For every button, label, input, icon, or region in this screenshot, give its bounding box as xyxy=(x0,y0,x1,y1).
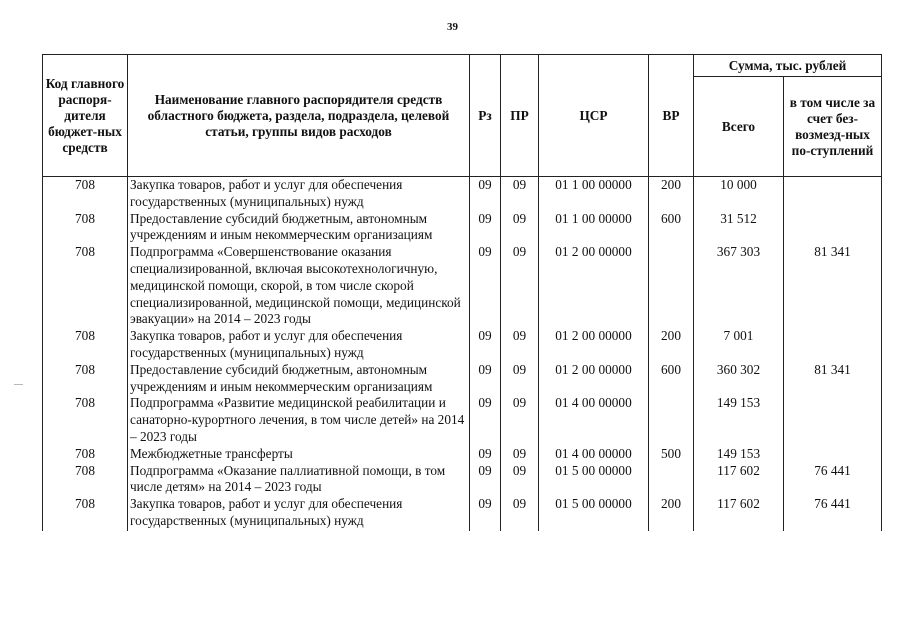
cell-rz: 09 xyxy=(470,496,501,531)
cell-incl: 81 341 xyxy=(784,362,882,396)
cell-rz: 09 xyxy=(470,446,501,463)
cell-total: 10 000 xyxy=(694,177,784,211)
cell-name: Закупка товаров, работ и услуг для обеспечения государственных (муниципальных) нужд xyxy=(128,496,470,531)
cell-incl: 76 441 xyxy=(784,496,882,531)
header-total: Всего xyxy=(694,77,784,177)
cell-vr: 500 xyxy=(649,446,694,463)
cell-name: Предоставление субсидий бюджетным, автономным учреждениям и иным некоммерческим организациям xyxy=(128,211,470,245)
cell-name: Подпрограмма «Совершенствование оказания специализированной, включая высокотехнологичную, медицинской помощи, скорой, в том числе скорой специализированной, медицинской помощи, медицинской эвакуации» на 2014 – 2023 годы xyxy=(128,244,470,328)
cell-rz: 09 xyxy=(470,395,501,445)
cell-vr: 200 xyxy=(649,328,694,362)
budget-table xyxy=(42,54,882,531)
cell-code: 708 xyxy=(43,496,128,531)
cell-pr: 09 xyxy=(501,211,539,245)
cell-rz: 09 xyxy=(470,211,501,245)
cell-code: 708 xyxy=(43,328,128,362)
cell-vr: 600 xyxy=(649,362,694,396)
cell-pr: 09 xyxy=(501,328,539,362)
cell-pr: 09 xyxy=(501,496,539,531)
cell-total: 117 602 xyxy=(694,463,784,497)
cell-rz: 09 xyxy=(470,177,501,211)
cell-name: Закупка товаров, работ и услуг для обеспечения государственных (муниципальных) нужд xyxy=(128,177,470,211)
cell-vr: 200 xyxy=(649,177,694,211)
cell-incl xyxy=(784,328,882,362)
table-row xyxy=(43,328,882,362)
cell-csr: 01 1 00 00000 xyxy=(539,211,649,245)
cell-pr: 09 xyxy=(501,362,539,396)
cell-total: 149 153 xyxy=(694,446,784,463)
table-header xyxy=(43,55,882,177)
header-pr: ПР xyxy=(501,55,539,177)
cell-vr xyxy=(649,244,694,328)
cell-incl xyxy=(784,446,882,463)
cell-rz: 09 xyxy=(470,362,501,396)
cell-name: Межбюджетные трансферты xyxy=(128,446,470,463)
table-row xyxy=(43,463,882,497)
cell-csr: 01 4 00 00000 xyxy=(539,446,649,463)
table-row xyxy=(43,362,882,396)
cell-total: 367 303 xyxy=(694,244,784,328)
cell-csr: 01 2 00 00000 xyxy=(539,328,649,362)
cell-incl xyxy=(784,177,882,211)
cell-total: 360 302 xyxy=(694,362,784,396)
table-row xyxy=(43,244,882,328)
cell-incl xyxy=(784,395,882,445)
header-kod: Код главного распоря-дителя бюджет-ных средств xyxy=(43,55,128,177)
cell-code: 708 xyxy=(43,244,128,328)
cell-vr xyxy=(649,463,694,497)
cell-code: 708 xyxy=(43,395,128,445)
scan-mark xyxy=(14,384,23,385)
cell-total: 117 602 xyxy=(694,496,784,531)
cell-csr: 01 1 00 00000 xyxy=(539,177,649,211)
cell-pr: 09 xyxy=(501,177,539,211)
cell-csr: 01 5 00 00000 xyxy=(539,463,649,497)
table-row xyxy=(43,177,882,211)
header-vr: ВР xyxy=(649,55,694,177)
table-row xyxy=(43,395,882,445)
cell-code: 708 xyxy=(43,177,128,211)
cell-vr: 600 xyxy=(649,211,694,245)
header-csr: ЦСР xyxy=(539,55,649,177)
cell-name: Закупка товаров, работ и услуг для обеспечения государственных (муниципальных) нужд xyxy=(128,328,470,362)
cell-csr: 01 2 00 00000 xyxy=(539,244,649,328)
table-body xyxy=(43,177,882,531)
cell-code: 708 xyxy=(43,362,128,396)
header-sum: Сумма, тыс. рублей xyxy=(694,55,882,77)
cell-csr: 01 5 00 00000 xyxy=(539,496,649,531)
cell-code: 708 xyxy=(43,211,128,245)
cell-name: Подпрограмма «Оказание паллиативной помощи, в том числе детям» на 2014 – 2023 годы xyxy=(128,463,470,497)
header-incl: в том числе за счет без-возмезд-ных по-ступлений xyxy=(784,77,882,177)
cell-total: 7 001 xyxy=(694,328,784,362)
table-row xyxy=(43,211,882,245)
cell-code: 708 xyxy=(43,446,128,463)
cell-vr xyxy=(649,395,694,445)
cell-pr: 09 xyxy=(501,463,539,497)
cell-pr: 09 xyxy=(501,446,539,463)
cell-csr: 01 4 00 00000 xyxy=(539,395,649,445)
cell-total: 149 153 xyxy=(694,395,784,445)
cell-pr: 09 xyxy=(501,244,539,328)
page-number: 39 xyxy=(447,21,458,33)
cell-name: Предоставление субсидий бюджетным, автономным учреждениям и иным некоммерческим организациям xyxy=(128,362,470,396)
cell-incl: 76 441 xyxy=(784,463,882,497)
header-name: Наименование главного распорядителя средств областного бюджета, раздела, подраздела, целевой статьи, группы видов расходов xyxy=(128,55,470,177)
cell-name: Подпрограмма «Развитие медицинской реабилитации и санаторно-курортного лечения, в том числе детей» на 2014 – 2023 годы xyxy=(128,395,470,445)
cell-rz: 09 xyxy=(470,328,501,362)
cell-rz: 09 xyxy=(470,244,501,328)
cell-rz: 09 xyxy=(470,463,501,497)
table-row xyxy=(43,496,882,531)
table-row xyxy=(43,446,882,463)
cell-code: 708 xyxy=(43,463,128,497)
cell-incl: 81 341 xyxy=(784,244,882,328)
cell-total: 31 512 xyxy=(694,211,784,245)
cell-pr: 09 xyxy=(501,395,539,445)
cell-csr: 01 2 00 00000 xyxy=(539,362,649,396)
header-rz: Рз xyxy=(470,55,501,177)
cell-vr: 200 xyxy=(649,496,694,531)
cell-incl xyxy=(784,211,882,245)
